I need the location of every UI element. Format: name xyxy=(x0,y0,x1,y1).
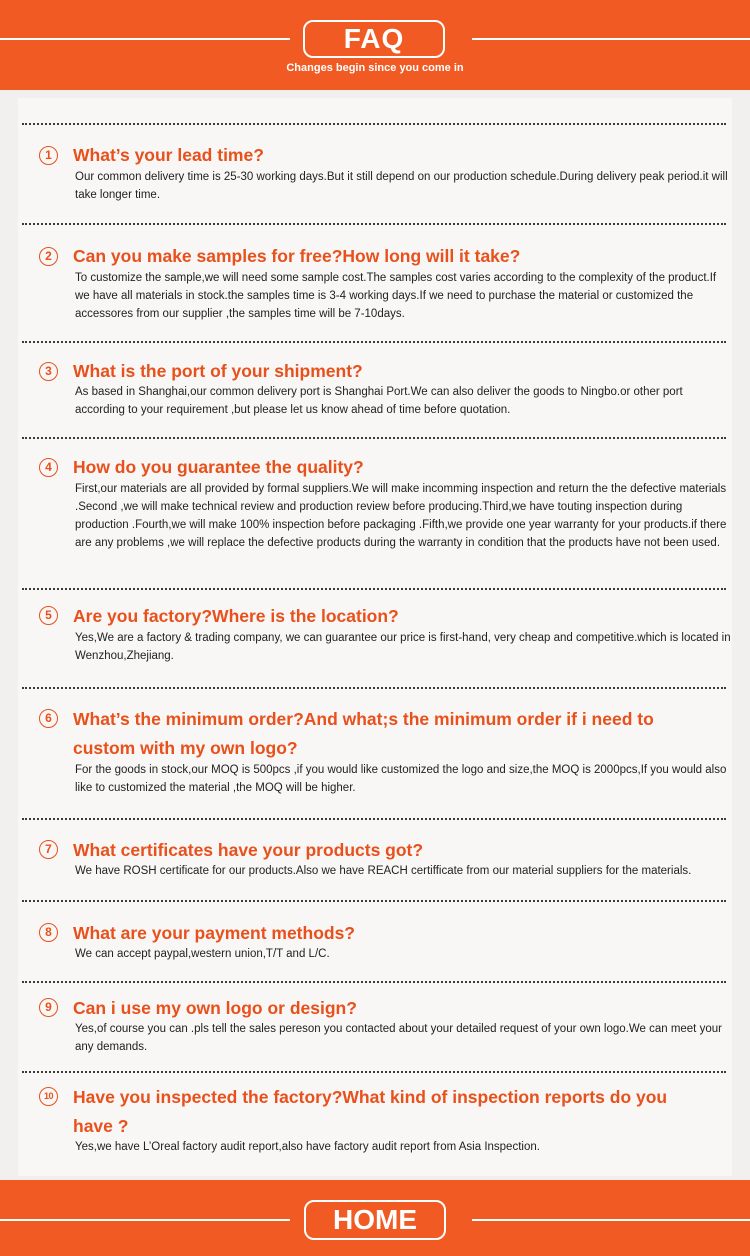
separator xyxy=(22,437,726,439)
faq-question: What’s the minimum order?And what;s the minimum order if i need to custom with my own logo? xyxy=(73,709,654,758)
faq-question: What’s your lead time? xyxy=(73,145,264,165)
faq-answer: Our common delivery time is 25-30 working days.But it still depend on our production schedule.During delivery peak period.it will take longer time. xyxy=(75,171,728,201)
faq-question: Have you inspected the factory?What kind of inspection reports do you have ? xyxy=(73,1087,668,1136)
faq-answer: Yes,of course you can .pls tell the sales pereson you contacted about your detailed request of your own logo.We can meet your any demands. xyxy=(75,1023,722,1053)
faq-number-badge: 2 xyxy=(39,247,58,266)
separator xyxy=(22,341,726,343)
faq-subtitle: Changes begin since you come in xyxy=(286,62,464,74)
faq-number-badge: 5 xyxy=(39,606,58,625)
faq-number-badge: 1 xyxy=(39,146,58,165)
faq-header xyxy=(0,0,750,90)
separator xyxy=(22,1071,726,1073)
faq-answer: First,our materials are all provided by formal suppliers.We will make incomming inspection and return the the defective materials .Second ,we will make technical review and production review before producing.Third,we have touting inspection during production .Fourth,we will make 100% inspection before packaging .Fifth,we provide one year warranty for your products.if there are any problems ,we will replace the defective products during the warranty in condition that the products have not been used. xyxy=(75,483,727,549)
faq-answer: We can accept paypal,western union,T/T and L/C. xyxy=(75,948,330,960)
faq-answer: To customize the sample,we will need some sample cost.The samples cost varies according to the complexity of the product.If we have all materials in stock.the samples time is 3-4 working days.If we need to purchase the material or customized the accessores from our supplier ,the samples time will be 7-10days. xyxy=(75,272,717,320)
faq-answer: Yes,We are a factory & trading company, we can guarantee our price is first-hand, very cheap and competitive.which is located in Wenzhou,Zhejiang. xyxy=(75,632,731,662)
faq-question: What is the port of your shipment? xyxy=(73,361,363,381)
faq-number-badge: 3 xyxy=(39,362,58,381)
faq-question: Can you make samples for free?How long will it take? xyxy=(73,246,521,266)
faq-number-badge: 8 xyxy=(39,923,58,942)
faq-question: Are you factory?Where is the location? xyxy=(73,606,399,626)
faq-number-badge: 10 xyxy=(39,1087,58,1106)
header-left-line xyxy=(0,38,290,40)
footer-right-line xyxy=(472,1219,750,1221)
faq-number-badge: 4 xyxy=(39,458,58,477)
faq-answer: As based in Shanghai,our common delivery port is Shanghai Port.We can also deliver the goods to Ningbo.or other port according to your requirement ,but please let us know ahead of time before quotation. xyxy=(75,386,683,416)
separator xyxy=(22,588,726,590)
separator xyxy=(22,223,726,225)
faq-question: How do you guarantee the quality? xyxy=(73,457,364,477)
faq-number-badge: 6 xyxy=(39,709,58,728)
faq-question: What certificates have your products got? xyxy=(73,840,424,860)
separator xyxy=(22,818,726,820)
faq-footer xyxy=(0,1180,750,1256)
faq-number-badge: 9 xyxy=(39,998,58,1017)
faq-title-badge: FAQ xyxy=(303,20,445,58)
faq-answer: For the goods in stock,our MOQ is 500pcs ,if you would like customized the logo and size,the MOQ is 2000pcs,If you would also like to customized the material ,the MOQ will be higher. xyxy=(75,764,727,794)
separator xyxy=(22,123,726,125)
separator xyxy=(22,900,726,902)
home-button[interactable]: HOME xyxy=(304,1200,446,1240)
separator xyxy=(22,981,726,983)
separator xyxy=(22,687,726,689)
faq-answer: We have ROSH certificate for our products.Also we have REACH certifficate from our material suppliers for the materials. xyxy=(75,865,692,877)
header-right-line xyxy=(472,38,750,40)
faq-answer: Yes,we have L’Oreal factory audit report,also have factory audit report from Asia Inspection. xyxy=(75,1141,540,1153)
footer-left-line xyxy=(0,1219,290,1221)
faq-question: Can i use my own logo or design? xyxy=(73,998,357,1018)
faq-question: What are your payment methods? xyxy=(73,923,355,943)
faq-number-badge: 7 xyxy=(39,840,58,859)
